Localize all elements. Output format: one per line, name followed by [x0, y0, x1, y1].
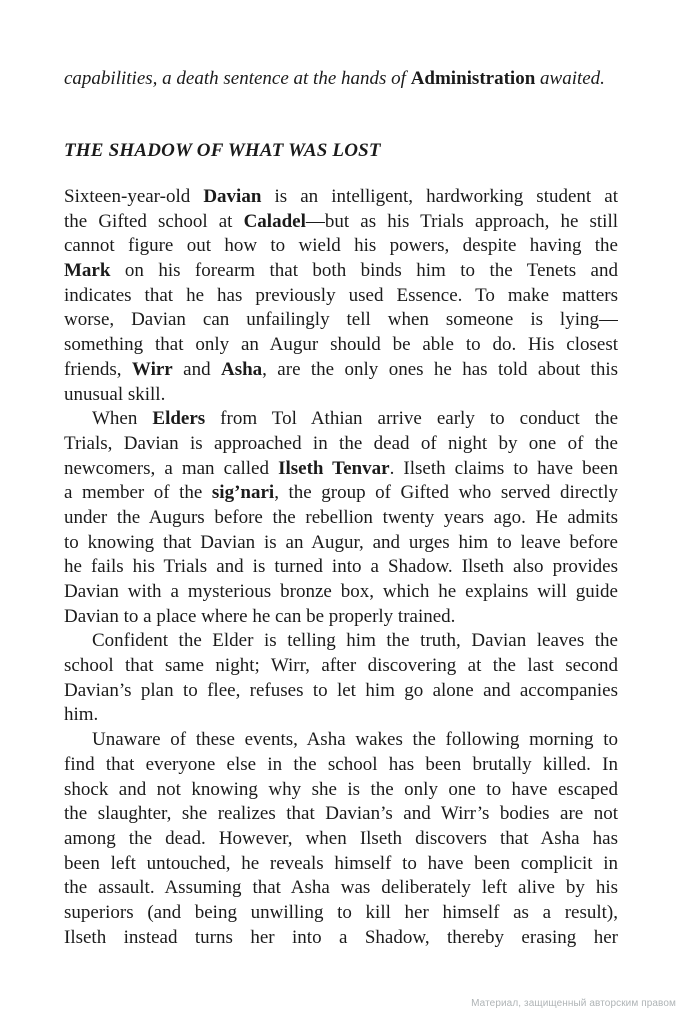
text-line [64, 580, 618, 605]
section-heading: THE SHADOW OF WHAT WAS LOST [64, 140, 381, 161]
text-line [64, 753, 618, 778]
text-line [64, 210, 618, 235]
synopsis-body [64, 185, 618, 950]
text-line [64, 259, 618, 284]
text-line [64, 555, 618, 580]
text-segment: Elders [152, 408, 206, 430]
text-segment: Davian with a mysterious bronze box, which he explains will guide [64, 581, 618, 602]
text-segment: unusual skill. [64, 383, 166, 405]
text-segment: and [172, 358, 221, 380]
text-segment: school that same night; Wirr, after discovering at the last second [64, 655, 618, 677]
text-segment: something that only an Augur should be able to do. His closest [64, 334, 618, 356]
text-segment: Davian to a place where he can be properly trained. [64, 605, 456, 627]
text-segment: Davian [203, 186, 262, 207]
text-segment: superiors (and being unwilling to kill her himself as a result), [64, 901, 618, 923]
text-segment: Administration [410, 68, 536, 89]
text-line [64, 407, 618, 432]
text-segment: to knowing that Davian is an Augur, and urges him to leave before [64, 531, 618, 553]
text-segment: Sixteen-year-old [64, 186, 204, 207]
text-segment: find that everyone else in the school has been brutally killed. In [64, 753, 618, 775]
text-line [64, 531, 618, 556]
text-line [64, 358, 618, 383]
text-line [64, 284, 618, 309]
text-line [64, 852, 618, 877]
paragraph [64, 185, 618, 407]
text-segment: from Tol Athian arrive early to conduct the [205, 408, 618, 430]
text-segment: he fails his Trials and is turned into a Shadow. Ilseth also provides [64, 556, 618, 578]
text-segment: indicates that he has previously used Essence. To make matters [64, 284, 618, 306]
text-line [64, 481, 618, 506]
text-line [64, 901, 618, 926]
text-segment: friends, [64, 358, 132, 380]
text-segment: Caladel [243, 210, 306, 232]
text-segment: awaited. [535, 68, 605, 89]
text-segment: Ilseth Tenvar [278, 457, 390, 479]
text-line [64, 383, 618, 408]
text-segment: —but as his Trials approach, he still [305, 210, 618, 232]
text-segment: When [92, 408, 153, 430]
page-content [64, 0, 618, 950]
paragraph [64, 728, 618, 950]
text-segment: been left untouched, he reveals himself to have been complicit in [64, 852, 618, 874]
text-segment: cannot figure out how to wield his powers, despite having the [64, 235, 618, 257]
text-segment: sig’nari [211, 482, 275, 504]
text-segment: him. [64, 704, 99, 726]
text-segment: Davian’s plan to flee, refuses to let him go alone and accompanies [64, 679, 618, 701]
text-segment: Mark [64, 260, 111, 282]
text-line [64, 802, 618, 827]
text-segment: Asha [220, 358, 263, 380]
text-segment: capabilities, a death sentence at the hands of [64, 68, 411, 89]
text-segment: . Ilseth claims to have been [389, 457, 618, 479]
text-segment: , are the only ones he has told about this [262, 358, 618, 380]
text-segment: on his forearm that both binds him to the Tenets and [110, 260, 618, 282]
text-line [64, 308, 618, 333]
text-segment: Wirr [131, 358, 173, 380]
intro-line [64, 66, 618, 91]
text-line [64, 234, 618, 259]
text-segment: the Gifted school at [64, 210, 244, 232]
text-line [64, 654, 618, 679]
text-line [64, 457, 618, 482]
text-segment: Trials, Davian is approached in the dead of night by one of the [64, 432, 618, 454]
text-line [64, 506, 618, 531]
text-segment: under the Augurs before the rebellion twenty years ago. He admits [64, 506, 618, 528]
text-segment: a member of the [64, 482, 212, 504]
paragraph [64, 629, 618, 728]
text-segment: shock and not knowing why she is the only one to have escaped [64, 778, 618, 800]
text-segment: newcomers, a man called [64, 457, 279, 479]
text-segment: among the dead. However, when Ilseth discovers that Asha has [64, 827, 618, 849]
text-segment: the slaughter, she realizes that Davian’s and Wirr’s bodies are not [64, 803, 618, 825]
text-segment: is an intelligent, hardworking student at [261, 186, 618, 207]
text-segment: worse, Davian can unfailingly tell when someone is lying— [64, 309, 618, 331]
paragraph [64, 407, 618, 629]
text-segment: Ilseth instead turns her into a Shadow, thereby erasing her [64, 926, 618, 948]
text-line [64, 827, 618, 852]
text-line [64, 926, 618, 951]
text-line [64, 703, 618, 728]
copyright-watermark: Материал, защищенный авторским правом [471, 998, 676, 1009]
text-line [64, 876, 618, 901]
text-line [64, 778, 618, 803]
text-line [64, 333, 618, 358]
text-line [64, 679, 618, 704]
text-line [64, 432, 618, 457]
text-line [64, 605, 618, 630]
text-segment: , the group of Gifted who served directly [274, 482, 618, 504]
text-segment: Confident the Elder is telling him the truth, Davian leaves the [92, 630, 618, 652]
text-segment: the assault. Assuming that Asha was deliberately left alive by his [64, 877, 618, 899]
text-line [64, 185, 618, 210]
text-segment: Unaware of these events, Asha wakes the following morning to [92, 729, 618, 751]
text-line [64, 629, 618, 654]
text-line [64, 728, 618, 753]
